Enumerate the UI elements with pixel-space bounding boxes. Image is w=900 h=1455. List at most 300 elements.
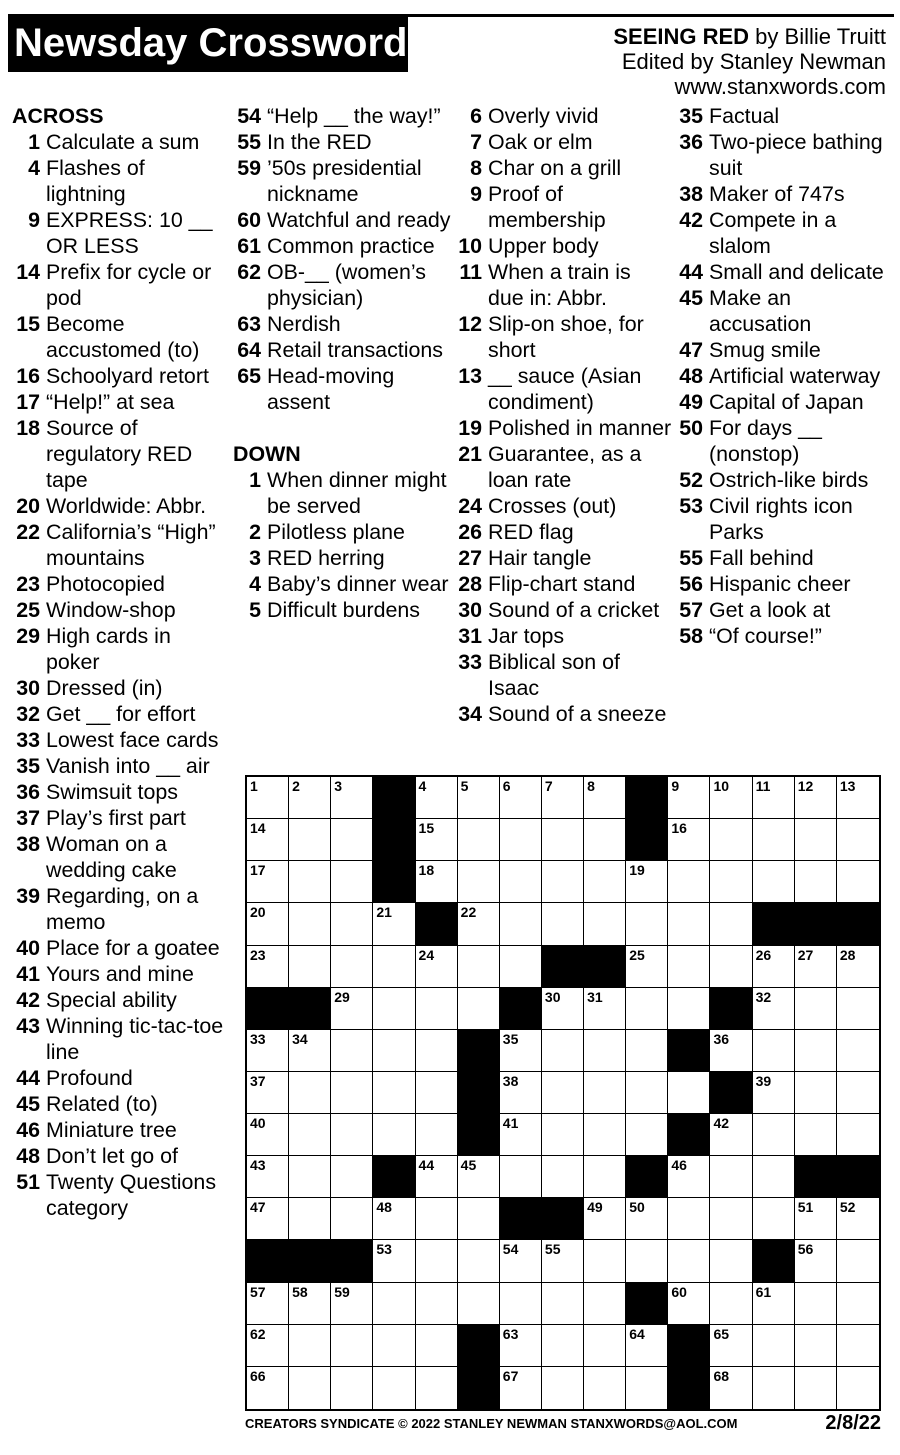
across-clue-51	[12, 1169, 230, 1221]
clue-text: Related (to)	[46, 1092, 158, 1116]
grid-cell[interactable]	[668, 903, 710, 945]
grid-cell[interactable]	[500, 1156, 542, 1198]
grid-cell[interactable]	[500, 903, 542, 945]
grid-cell[interactable]	[795, 946, 837, 988]
grid-cell[interactable]	[416, 1156, 458, 1198]
black-square	[458, 1325, 500, 1367]
grid-cell[interactable]	[373, 1030, 415, 1072]
grid-cell[interactable]	[247, 1156, 289, 1198]
clue-text: Maker of 747s	[709, 182, 845, 206]
down-clue-45	[675, 285, 893, 337]
grid-cell[interactable]	[247, 1367, 289, 1409]
grid-cell[interactable]	[247, 861, 289, 903]
clue-number: 12	[458, 312, 482, 336]
clue-text: Two-piece bathing suit	[709, 130, 883, 180]
down-clue-9	[454, 181, 672, 233]
grid-cell[interactable]	[795, 777, 837, 819]
grid-cell[interactable]	[753, 1156, 795, 1198]
grid-cell[interactable]	[753, 1198, 795, 1240]
grid-cell[interactable]	[331, 1114, 373, 1156]
grid-cell[interactable]	[500, 946, 542, 988]
grid-cell[interactable]	[247, 819, 289, 861]
cell-number: 31	[587, 988, 603, 1005]
grid-cell[interactable]	[247, 1072, 289, 1114]
black-square	[500, 1198, 542, 1240]
grid-cell[interactable]	[795, 1367, 837, 1409]
grid-cell[interactable]	[584, 861, 626, 903]
clue-text: Special ability	[46, 988, 177, 1012]
grid-cell[interactable]	[795, 1325, 837, 1367]
cell-number: 35	[502, 1030, 519, 1047]
grid-cell[interactable]	[416, 1198, 458, 1240]
grid-cell[interactable]	[753, 1325, 795, 1367]
clue-text: In the RED	[267, 130, 372, 154]
grid-cell[interactable]	[626, 1367, 668, 1409]
grid-cell[interactable]	[373, 1198, 415, 1240]
grid-cell[interactable]	[542, 1283, 584, 1325]
grid-cell[interactable]	[500, 1367, 542, 1409]
grid-cell[interactable]	[584, 1198, 626, 1240]
grid-cell[interactable]	[542, 1114, 584, 1156]
across-clue-15	[12, 311, 230, 363]
grid-cell[interactable]	[331, 1325, 373, 1367]
clue-text: Twenty Questions category	[46, 1170, 217, 1220]
grid-cell[interactable]	[373, 946, 415, 988]
cell-number: 63	[502, 1325, 519, 1342]
cell-number: 57	[250, 1283, 266, 1300]
grid-cell[interactable]	[416, 1325, 458, 1367]
grid-cell[interactable]	[373, 1114, 415, 1156]
cell-number: 10	[713, 778, 730, 794]
across-clue-64	[233, 337, 451, 363]
down-clue-50	[675, 415, 893, 467]
grid-cell[interactable]	[753, 819, 795, 861]
grid-cell[interactable]	[710, 1283, 752, 1325]
cell-number: 36	[713, 1030, 730, 1047]
grid-cell[interactable]	[584, 1156, 626, 1198]
grid-cell[interactable]	[289, 1367, 331, 1409]
grid-cell[interactable]	[584, 1325, 626, 1367]
grid-cell[interactable]	[331, 1198, 373, 1240]
grid-cell[interactable]	[416, 1283, 458, 1325]
grid-cell[interactable]	[584, 1030, 626, 1072]
grid-cell[interactable]	[373, 1325, 415, 1367]
grid-cell[interactable]	[710, 1114, 752, 1156]
clue-text: RED flag	[488, 520, 574, 544]
grid-cell[interactable]	[753, 1367, 795, 1409]
grid-cell[interactable]	[542, 1325, 584, 1367]
cell-number: 40	[250, 1115, 266, 1132]
clue-number: 26	[458, 520, 482, 544]
crossword-grid	[245, 775, 881, 1411]
black-square	[289, 988, 331, 1030]
grid-cell[interactable]	[542, 777, 584, 819]
grid-cell[interactable]	[500, 1114, 542, 1156]
grid-cell[interactable]	[289, 1156, 331, 1198]
clue-number: 39	[16, 884, 40, 908]
down-clue-19	[454, 415, 672, 441]
clue-number: 30	[458, 598, 482, 622]
clue-column-1	[12, 103, 230, 1221]
black-square	[626, 819, 668, 861]
grid-cell[interactable]	[331, 1283, 373, 1325]
grid-cell[interactable]	[710, 903, 752, 945]
grid-cell[interactable]	[289, 861, 331, 903]
clue-text: Jar tops	[488, 624, 565, 648]
grid-cell[interactable]	[247, 1198, 289, 1240]
clue-text: Lowest face cards	[46, 728, 219, 752]
clue-number: 29	[16, 624, 40, 648]
grid-cell[interactable]	[289, 946, 331, 988]
grid-cell[interactable]	[837, 819, 879, 861]
grid-cell[interactable]	[416, 861, 458, 903]
grid-cell[interactable]	[753, 1072, 795, 1114]
grid-cell[interactable]	[668, 988, 710, 1030]
grid-cell[interactable]	[668, 861, 710, 903]
grid-cell[interactable]	[753, 988, 795, 1030]
clue-text: Swimsuit tops	[46, 780, 178, 804]
grid-cell[interactable]	[542, 861, 584, 903]
grid-cell[interactable]	[247, 1283, 289, 1325]
black-square	[753, 903, 795, 945]
grid-cell[interactable]	[542, 988, 584, 1030]
cell-number: 33	[250, 1030, 266, 1047]
grid-cell[interactable]	[331, 777, 373, 819]
grid-cell[interactable]	[584, 1367, 626, 1409]
grid-cell[interactable]	[542, 819, 584, 861]
grid-cell[interactable]	[795, 1114, 837, 1156]
grid-cell[interactable]	[331, 861, 373, 903]
grid-cell[interactable]	[458, 1283, 500, 1325]
grid-cell[interactable]	[500, 777, 542, 819]
grid-cell[interactable]	[416, 1114, 458, 1156]
grid-cell[interactable]	[542, 1367, 584, 1409]
grid-cell[interactable]	[289, 1198, 331, 1240]
clue-text: When a train is due in: Abbr.	[488, 260, 631, 310]
grid-cell[interactable]	[500, 819, 542, 861]
grid-cell[interactable]	[542, 1072, 584, 1114]
grid-cell[interactable]	[247, 903, 289, 945]
down-clue-2	[233, 519, 451, 545]
grid-cell[interactable]	[458, 777, 500, 819]
grid-cell[interactable]	[373, 988, 415, 1030]
cell-number: 17	[250, 862, 266, 879]
grid-cell[interactable]	[458, 903, 500, 945]
clue-text: OB-__ (women’s physician)	[267, 260, 426, 310]
down-clue-31	[454, 623, 672, 649]
cell-number: 9	[671, 778, 680, 794]
grid-cell[interactable]	[710, 946, 752, 988]
clue-text: Biblical son of Isaac	[488, 650, 620, 700]
grid-cell[interactable]	[416, 988, 458, 1030]
across-clue-4	[12, 155, 230, 207]
clue-number: 62	[237, 260, 261, 284]
clue-number: 51	[16, 1170, 40, 1194]
grid-cell[interactable]	[373, 1240, 415, 1282]
grid-cell[interactable]	[373, 1072, 415, 1114]
grid-cell[interactable]	[795, 819, 837, 861]
black-square	[542, 946, 584, 988]
down-clue-35	[675, 103, 893, 129]
grid-cell[interactable]	[710, 1030, 752, 1072]
page-title: Newsday Crossword	[14, 21, 408, 65]
across-clue-60	[233, 207, 451, 233]
grid-cell[interactable]	[458, 861, 500, 903]
grid-cell[interactable]	[373, 1283, 415, 1325]
grid-cell[interactable]	[289, 1325, 331, 1367]
grid-cell[interactable]	[668, 819, 710, 861]
clue-number: 27	[458, 546, 482, 570]
grid-cell[interactable]	[710, 819, 752, 861]
grid-cell[interactable]	[458, 946, 500, 988]
grid-cell[interactable]	[626, 1114, 668, 1156]
black-square	[416, 903, 458, 945]
down-clue-8	[454, 155, 672, 181]
grid-cell[interactable]	[458, 1156, 500, 1198]
clue-number: 17	[16, 390, 40, 414]
clue-number: 20	[16, 494, 40, 518]
title-banner	[8, 14, 408, 72]
clue-text: Difficult burdens	[267, 598, 420, 622]
down-clue-12	[454, 311, 672, 363]
clue-number: 59	[237, 156, 261, 180]
clue-number: 61	[237, 234, 261, 258]
grid-cell[interactable]	[458, 988, 500, 1030]
grid-cell[interactable]	[500, 1030, 542, 1072]
clue-number: 15	[16, 312, 40, 336]
grid-cell[interactable]	[458, 819, 500, 861]
black-square	[795, 1156, 837, 1198]
clue-text: Schoolyard retort	[46, 364, 209, 388]
grid-cell[interactable]	[416, 1072, 458, 1114]
grid-cell[interactable]	[795, 861, 837, 903]
grid-cell[interactable]	[289, 819, 331, 861]
across-clue-40	[12, 935, 230, 961]
black-square	[458, 1367, 500, 1409]
clue-number: 18	[16, 416, 40, 440]
grid-cell[interactable]	[542, 1240, 584, 1282]
clue-text: Upper body	[488, 234, 599, 258]
grid-cell[interactable]	[837, 988, 879, 1030]
website: www.stanxwords.com	[674, 74, 886, 99]
cell-number: 18	[418, 862, 435, 879]
grid-cell[interactable]	[289, 903, 331, 945]
grid-cell[interactable]	[542, 1156, 584, 1198]
grid-cell[interactable]	[626, 861, 668, 903]
grid-cell[interactable]	[373, 903, 415, 945]
grid-cell[interactable]	[710, 1198, 752, 1240]
grid-cell[interactable]	[710, 777, 752, 819]
cell-number: 41	[502, 1115, 519, 1132]
grid-cell[interactable]	[795, 1198, 837, 1240]
grid-cell[interactable]	[416, 1030, 458, 1072]
down-clue-1	[233, 467, 451, 519]
clue-text: Factual	[709, 104, 780, 128]
puzzle-title: SEEING RED	[613, 24, 750, 49]
cell-number: 42	[713, 1115, 730, 1132]
grid-cell[interactable]	[373, 1367, 415, 1409]
grid-cell[interactable]	[837, 1114, 879, 1156]
grid-cell[interactable]	[710, 1325, 752, 1367]
grid-cell[interactable]	[584, 819, 626, 861]
grid-cell[interactable]	[500, 1240, 542, 1282]
grid-cell[interactable]	[289, 1283, 331, 1325]
grid-cell[interactable]	[247, 1030, 289, 1072]
grid-cell[interactable]	[626, 946, 668, 988]
grid-cell[interactable]	[710, 1367, 752, 1409]
grid-cell[interactable]	[668, 777, 710, 819]
down-clue-26	[454, 519, 672, 545]
grid-cell[interactable]	[753, 1030, 795, 1072]
grid-cell[interactable]	[289, 1030, 331, 1072]
down-clue-10	[454, 233, 672, 259]
grid-cell[interactable]	[416, 946, 458, 988]
black-square	[584, 946, 626, 988]
grid-cell[interactable]	[753, 1114, 795, 1156]
grid-cell[interactable]	[416, 1367, 458, 1409]
grid-cell[interactable]	[416, 819, 458, 861]
clue-text: Hair tangle	[488, 546, 592, 570]
grid-cell[interactable]	[584, 1072, 626, 1114]
grid-cell[interactable]	[584, 903, 626, 945]
grid-cell[interactable]	[795, 1072, 837, 1114]
grid-cell[interactable]	[753, 1283, 795, 1325]
grid-cell[interactable]	[331, 1030, 373, 1072]
grid-cell[interactable]	[331, 946, 373, 988]
grid-cell[interactable]	[626, 1030, 668, 1072]
grid-cell[interactable]	[837, 1367, 879, 1409]
down-clue-34	[454, 701, 672, 727]
grid-cell[interactable]	[837, 1283, 879, 1325]
clue-text: Make an accusation	[709, 286, 812, 336]
grid-cell[interactable]	[837, 1240, 879, 1282]
editor-credit: Edited by Stanley Newman	[621, 49, 886, 74]
grid-cell[interactable]	[626, 1198, 668, 1240]
grid-cell[interactable]	[626, 1240, 668, 1282]
grid-cell[interactable]	[331, 1367, 373, 1409]
cell-number: 8	[587, 778, 595, 794]
grid-cell[interactable]	[331, 988, 373, 1030]
grid-cell[interactable]	[837, 1325, 879, 1367]
grid-cell[interactable]	[626, 1325, 668, 1367]
grid-cell[interactable]	[668, 1240, 710, 1282]
grid-cell[interactable]	[247, 777, 289, 819]
black-square	[373, 819, 415, 861]
grid-cell[interactable]	[710, 861, 752, 903]
grid-cell[interactable]	[584, 1240, 626, 1282]
grid-cell[interactable]	[795, 1240, 837, 1282]
clue-text: Place for a goatee	[46, 936, 220, 960]
grid-cell[interactable]	[542, 903, 584, 945]
grid-cell[interactable]	[753, 861, 795, 903]
clue-text: Char on a grill	[488, 156, 622, 180]
grid-cell[interactable]	[500, 1283, 542, 1325]
grid-cell[interactable]	[584, 1114, 626, 1156]
cell-number: 27	[797, 946, 814, 963]
grid-cell[interactable]	[795, 1030, 837, 1072]
grid-cell[interactable]	[753, 946, 795, 988]
clue-number: 63	[237, 312, 261, 336]
grid-cell[interactable]	[668, 946, 710, 988]
grid-cell[interactable]	[837, 1030, 879, 1072]
grid-cell[interactable]	[837, 1072, 879, 1114]
grid-cell[interactable]	[247, 1114, 289, 1156]
down-clue-56	[675, 571, 893, 597]
down-clue-3	[233, 545, 451, 571]
clue-number: 45	[679, 286, 703, 310]
grid-cell[interactable]	[668, 1283, 710, 1325]
black-square	[753, 1240, 795, 1282]
grid-cell[interactable]	[668, 1072, 710, 1114]
cell-number: 59	[334, 1283, 350, 1300]
cell-number: 46	[671, 1157, 687, 1174]
grid-cell[interactable]	[289, 777, 331, 819]
clue-text: Head-moving assent	[267, 364, 395, 414]
clue-number: 10	[458, 234, 482, 258]
clue-number: 33	[16, 728, 40, 752]
clue-text: When dinner might be served	[267, 468, 447, 518]
grid-cell[interactable]	[331, 903, 373, 945]
grid-cell[interactable]	[710, 1156, 752, 1198]
grid-cell[interactable]	[837, 1198, 879, 1240]
grid-cell[interactable]	[626, 988, 668, 1030]
clue-column-3	[454, 103, 672, 727]
grid-cell[interactable]	[247, 1325, 289, 1367]
clue-number: 6	[470, 104, 482, 128]
grid-cell[interactable]	[584, 988, 626, 1030]
grid-cell[interactable]	[500, 861, 542, 903]
cell-number: 50	[629, 1199, 645, 1216]
grid-cell[interactable]	[500, 1072, 542, 1114]
down-clue-7	[454, 129, 672, 155]
grid-cell[interactable]	[584, 777, 626, 819]
grid-cell[interactable]	[289, 1114, 331, 1156]
clue-text: Compete in a slalom	[709, 208, 837, 258]
grid-cell[interactable]	[626, 1072, 668, 1114]
grid-cell[interactable]	[331, 1156, 373, 1198]
across-clue-44	[12, 1065, 230, 1091]
grid-cell[interactable]	[795, 988, 837, 1030]
grid-cell[interactable]	[458, 1240, 500, 1282]
clue-text: Photocopied	[46, 572, 165, 596]
grid-cell[interactable]	[458, 1198, 500, 1240]
grid-cell[interactable]	[753, 777, 795, 819]
grid-cell[interactable]	[626, 903, 668, 945]
clue-number: 47	[679, 338, 703, 362]
grid-cell[interactable]	[289, 1072, 331, 1114]
grid-cell[interactable]	[416, 777, 458, 819]
grid-cell[interactable]	[542, 1030, 584, 1072]
grid-cell[interactable]	[795, 1283, 837, 1325]
grid-cell[interactable]	[668, 1156, 710, 1198]
clue-number: 35	[16, 754, 40, 778]
grid-cell[interactable]	[837, 777, 879, 819]
cell-number: 5	[460, 778, 469, 794]
across-clue-61	[233, 233, 451, 259]
clue-number: 36	[16, 780, 40, 804]
grid-cell[interactable]	[331, 819, 373, 861]
grid-cell[interactable]	[837, 946, 879, 988]
grid-cell[interactable]	[710, 1240, 752, 1282]
grid-cell[interactable]	[500, 1325, 542, 1367]
grid-cell[interactable]	[416, 1240, 458, 1282]
grid-cell[interactable]	[331, 1072, 373, 1114]
clue-text: Yours and mine	[46, 962, 194, 986]
grid-cell[interactable]	[584, 1283, 626, 1325]
grid-cell[interactable]	[668, 1198, 710, 1240]
grid-cell[interactable]	[837, 861, 879, 903]
grid-cell[interactable]	[247, 946, 289, 988]
